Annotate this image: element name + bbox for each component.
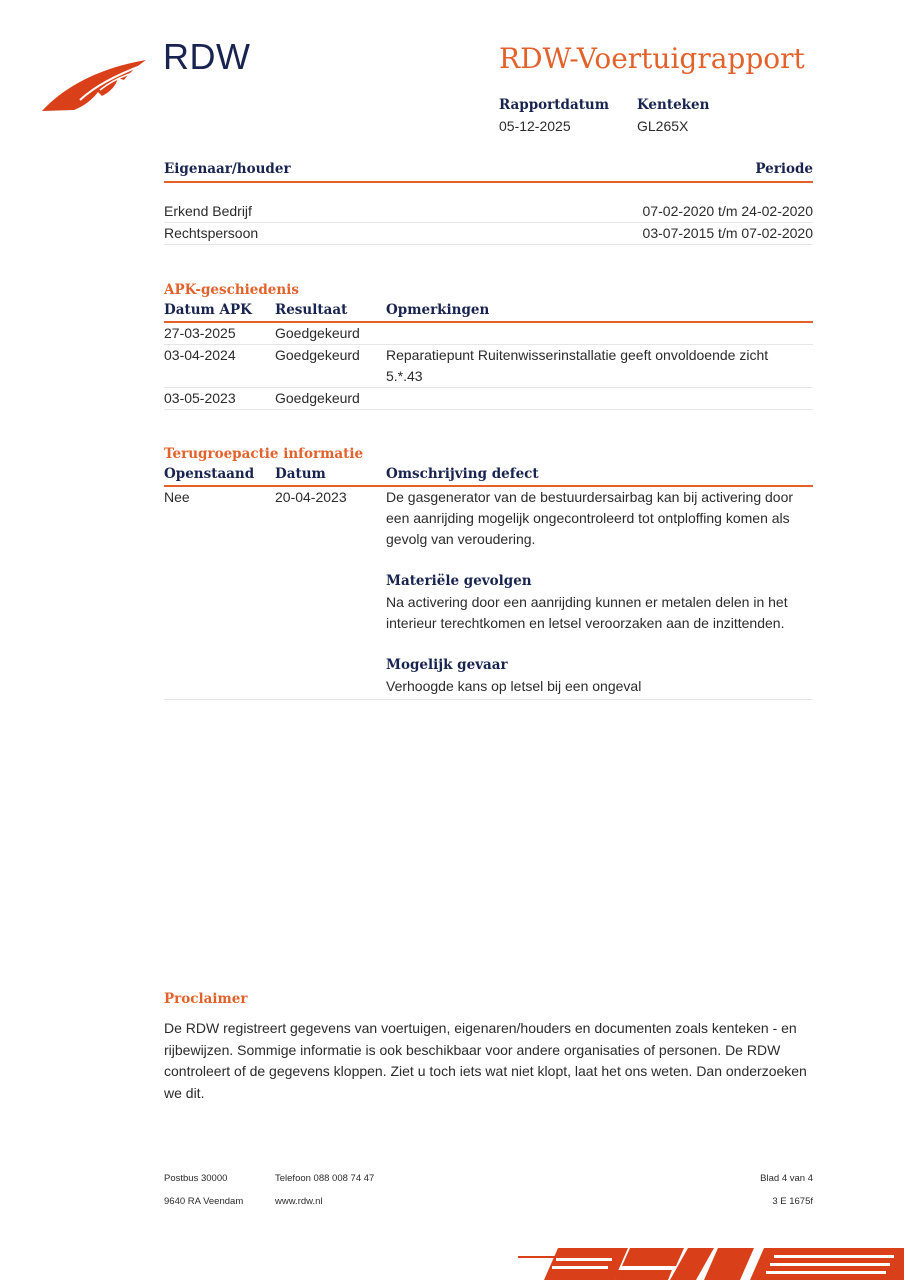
recall-row xyxy=(164,487,813,700)
report-title: RDW-Voertuigrapport xyxy=(499,42,805,75)
proclaimer-text: De RDW registreert gegevens van voertuigen, eigenaren/houders en documenten zoals kenteken - en rijbewijzen. Sommige informatie is ook beschikbaar voor andere organisaties of personen. De RDW controleert of de gegevens kloppen. Ziet u toch iets wat niet klopt, laat het ons weten. Dan onderzoeken we dit. xyxy=(164,1020,807,1101)
recall-date: 20-04-2023 xyxy=(275,489,347,505)
brand-name: RDW xyxy=(163,36,251,77)
owner-name: Erkend Bedrijf xyxy=(164,203,252,219)
col-remarks-header: Opmerkingen xyxy=(386,302,490,318)
apk-date: 03-05-2023 xyxy=(164,390,236,406)
footer-address-1: Postbus 30000 xyxy=(164,1173,228,1184)
owner-row xyxy=(164,201,813,223)
plate-label: Kenteken xyxy=(637,97,710,113)
recall-title: Terugroepactie informatie xyxy=(164,446,364,462)
owner-table-header xyxy=(164,158,813,183)
footer-website[interactable]: www.rdw.nl xyxy=(275,1196,323,1207)
report-date-value: 05-12-2025 xyxy=(499,118,571,134)
col-owner-header: Eigenaar/houder xyxy=(164,161,291,177)
apk-section xyxy=(164,280,813,410)
apk-row xyxy=(164,388,813,410)
apk-row xyxy=(164,345,813,388)
owner-name: Rechtspersoon xyxy=(164,225,259,241)
rdw-wing-logo xyxy=(40,56,150,116)
proclaimer-title: Proclaimer xyxy=(164,991,248,1007)
apk-result: Goedgekeurd xyxy=(275,390,360,406)
apk-title: APK-geschiedenis xyxy=(164,282,299,298)
apk-date: 27-03-2025 xyxy=(164,325,236,341)
col-result-header: Resultaat xyxy=(275,302,348,318)
consequences-heading: Materiële gevolgen xyxy=(386,573,532,589)
danger-text: Verhoogde kans op letsel bij een ongeval xyxy=(386,678,642,694)
apk-row xyxy=(164,323,813,345)
recall-open: Nee xyxy=(164,489,190,505)
apk-remarks xyxy=(386,323,813,344)
col-period-header: Periode xyxy=(755,161,813,177)
col-open-header: Openstaand xyxy=(164,466,255,482)
col-desc-header: Omschrijving defect xyxy=(386,466,539,482)
owner-table xyxy=(164,158,813,245)
plate-value: GL265X xyxy=(637,118,689,134)
apk-result: Goedgekeurd xyxy=(275,347,360,363)
owner-row xyxy=(164,223,813,245)
rdw-stripes-graphic xyxy=(518,1244,904,1280)
danger-heading: Mogelijk gevaar xyxy=(386,657,508,673)
report-date-label: Rapportdatum xyxy=(499,97,610,113)
footer-phone: Telefoon 088 008 74 47 xyxy=(275,1173,375,1184)
owner-period: 07-02-2020 t/m 24-02-2020 xyxy=(642,203,813,219)
col-date-header: Datum xyxy=(275,466,326,482)
recall-section xyxy=(164,444,813,700)
footer-code: 3 E 1675f xyxy=(772,1196,813,1207)
apk-date: 03-04-2024 xyxy=(164,347,236,363)
footer-address-2: 9640 RA Veendam xyxy=(164,1196,244,1207)
recall-description xyxy=(386,487,813,697)
recall-table-header xyxy=(164,464,813,487)
col-date-header: Datum APK xyxy=(164,302,252,318)
defect-description: De gasgenerator van de bestuurdersairbag kan bij activering door een aanrijding mogelijk ongecontroleerd tot ontploffing komen als gevolg van veroudering. xyxy=(386,489,794,547)
apk-remarks xyxy=(386,388,813,409)
apk-table-header xyxy=(164,300,813,323)
footer-page-number: Blad 4 van 4 xyxy=(760,1173,813,1184)
owner-period: 03-07-2015 t/m 07-02-2020 xyxy=(642,225,813,241)
apk-result: Goedgekeurd xyxy=(275,325,360,341)
apk-remarks: Reparatiepunt Ruitenwisserinstallatie geeft onvoldoende zicht 5.*.43 xyxy=(386,347,769,384)
consequences-text: Na activering door een aanrijding kunnen er metalen delen in het interieur terechtkomen en letsel veroorzaken aan de inzittenden. xyxy=(386,594,788,631)
